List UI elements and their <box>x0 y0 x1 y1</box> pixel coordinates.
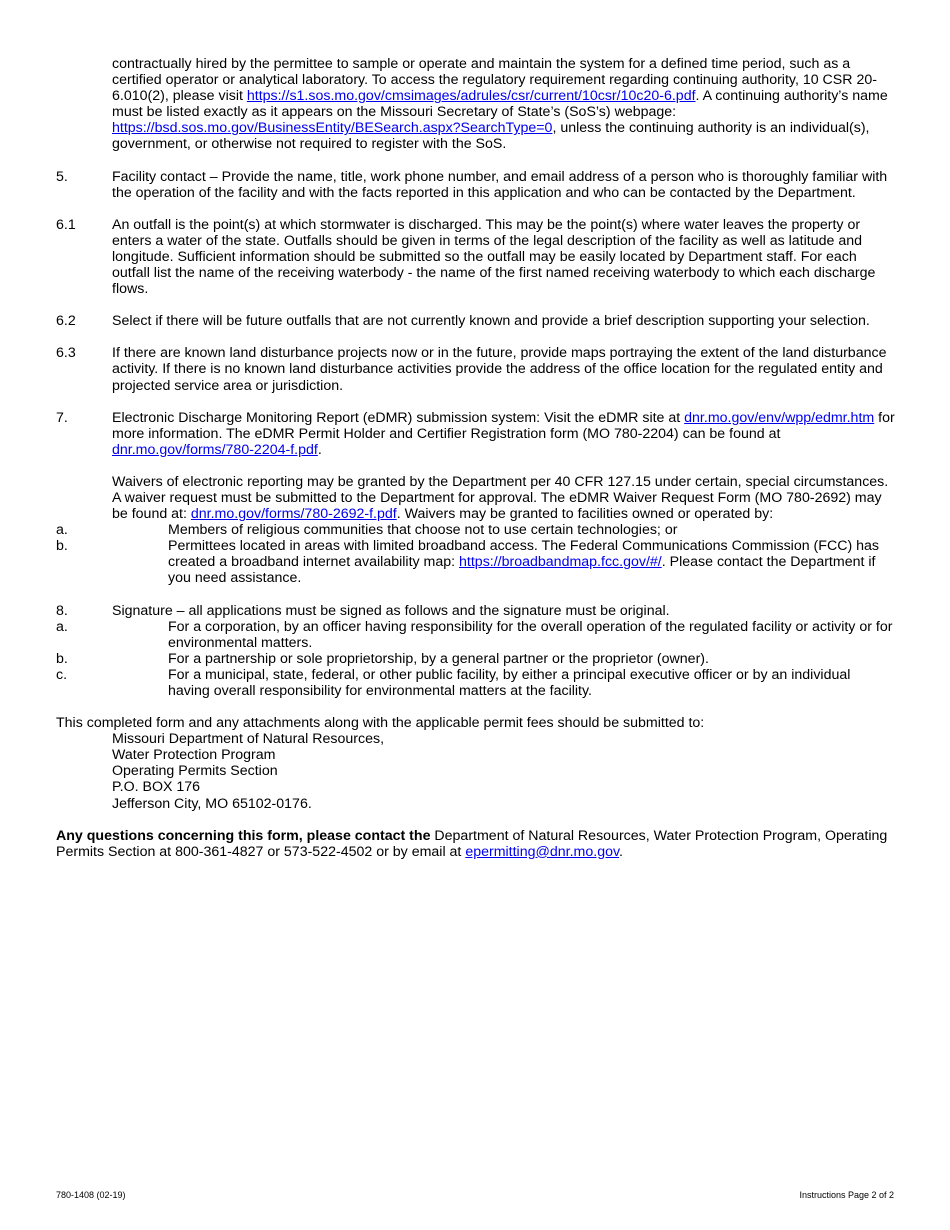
signature-item-b-text: For a partnership or sole proprietorship, by a general partner or the proprietor (owner). <box>168 650 709 667</box>
item-6-2 <box>56 313 896 329</box>
edmr-registration-form-link[interactable]: dnr.mo.gov/forms/780-2204-f.pdf <box>112 441 318 458</box>
signature-item-a <box>56 619 896 651</box>
email-link[interactable]: epermitting@dnr.mo.gov <box>465 843 620 860</box>
item-6-2-number: 6.2 <box>56 313 76 330</box>
item-5 <box>56 169 896 201</box>
waiver-item-a-letter: a. <box>56 522 68 539</box>
waiver-item-a <box>56 522 896 538</box>
address-line-2: Water Protection Program <box>112 747 276 764</box>
item-7-text-2: for more information. The eDMR Permit Holder and Certifier Registration form (MO 780-2204) can be found at <box>112 409 895 442</box>
contact-text-2: . <box>619 843 623 860</box>
item-8-text: Signature – all applications must be signed as follows and the signature must be original. <box>112 602 670 619</box>
contact-text-1: Department of Natural Resources, Water Protection Program, Operating Permits Section at 800-361-4827 or 573-522-4502 or by email at <box>56 827 888 860</box>
item-7-paragraph <box>112 410 896 458</box>
address-line-1: Missouri Department of Natural Resources, <box>112 731 385 748</box>
signature-item-a-text: For a corporation, by an officer having responsibility for the overall operation of the regulated facility or activity or for environmental matters. <box>168 618 893 651</box>
item-7-text-1: Electronic Discharge Monitoring Report (eDMR) submission system: Visit the eDMR site at <box>112 409 685 426</box>
waiver-paragraph <box>112 474 896 522</box>
waiver-text-1: Waivers of electronic reporting may be granted by the Department per 40 CFR 127.15 under certain, special circumstances. A waiver request must be submitted to the Department for approval. The eDMR Waiver Request Form (MO 780-2692) may be found at: <box>112 473 889 523</box>
mailing-address <box>56 731 896 811</box>
item-6-1-number: 6.1 <box>56 216 76 233</box>
signature-item-c <box>56 667 896 699</box>
instructions-page <box>56 56 896 860</box>
waiver-item-a-text: Members of religious communities that choose not to use certain technologies; or <box>168 522 678 539</box>
item-6-1 <box>56 217 896 297</box>
item-7-text-3: . <box>317 441 322 458</box>
broadband-map-link[interactable]: https://broadbandmap.fcc.gov/#/ <box>459 554 662 571</box>
signature-item-b <box>56 651 896 667</box>
item-6-3-text: If there are known land disturbance projects now or in the future, provide maps portraying the extent of the land disturbance activity. If there is no known land disturbance activities provide the address of the office location for the regulated entity and projected service area or jurisdiction. <box>112 345 887 394</box>
signature-item-a-letter: a. <box>56 618 68 635</box>
item-6-3-number: 6.3 <box>56 345 76 362</box>
item-5-number: 5. <box>56 168 68 185</box>
csr-link[interactable]: https://s1.sos.mo.gov/cmsimages/adrules/csr/current/10csr/10c20-6.pdf <box>246 88 696 105</box>
continuing-authority-paragraph <box>56 56 896 153</box>
continuing-text-3: , unless the continuing authority is an individual(s), government, or otherwise not required to register with the SoS. <box>112 120 870 153</box>
item-7 <box>56 410 896 523</box>
sos-search-link[interactable]: https://bsd.sos.mo.gov/BusinessEntity/BESearch.aspx?SearchType=0 <box>112 120 553 137</box>
waiver-item-b-letter: b. <box>56 538 68 555</box>
contact-paragraph <box>56 828 896 860</box>
signature-item-c-letter: c. <box>56 666 68 683</box>
waiver-item-b-text-2: . Please contact the Department if you need assistance. <box>168 554 876 587</box>
page-number: Instructions Page 2 of 2 <box>799 1190 894 1200</box>
item-6-3 <box>56 345 896 393</box>
item-5-text: Facility contact – Provide the name, title, work phone number, and email address of a person who is thoroughly familiar with the operation of the facility and with the facts reported in this application and who can be contacted by the Department. <box>112 168 888 201</box>
waiver-item-b <box>56 538 896 586</box>
continuing-text-1: contractually hired by the permittee to sample or operate and maintain the system for a defined time period, such as a certified operator or analytical laboratory. To access the regulatory requirement regarding continuing authority, 10 CSR 20-6.010(2), please visit <box>112 56 877 105</box>
waiver-form-link[interactable]: dnr.mo.gov/forms/780-2692-f.pdf <box>190 506 397 523</box>
waiver-item-b-text-1: Permittees located in areas with limited broadband access. The Federal Communications Commission (FCC) has created a broadband internet availability map: <box>168 538 879 571</box>
address-line-5: Jefferson City, MO 65102-0176. <box>112 795 312 812</box>
submission-intro: This completed form and any attachments along with the applicable permit fees should be submitted to: <box>56 715 705 732</box>
form-number: 780-1408 (02-19) <box>56 1190 126 1200</box>
address-line-4: P.O. BOX 176 <box>112 779 201 796</box>
item-7-number: 7. <box>56 409 68 426</box>
contact-bold-lead: Any questions concerning this form, please contact the <box>56 827 431 844</box>
continuing-text-2: . A continuing authority’s name must be listed exactly as it appears on the Missouri Secretary of State’s (SoS’s) webpage: <box>112 88 888 121</box>
item-6-1-text: An outfall is the point(s) at which stormwater is discharged. This may be the point(s) where water leaves the property or enters a water of the state. Outfalls should be given in terms of the legal description of the facility as well as latitude and longitude. Sufficient information should be submitted so the outfall may be easily located by Department staff. For each outfall list the name of the receiving waterbody - the name of the first named receiving waterbody to which each discharge flows. <box>112 216 876 298</box>
edmr-site-link[interactable]: dnr.mo.gov/env/wpp/edmr.htm <box>684 409 875 426</box>
item-8 <box>56 603 896 619</box>
item-6-2-text: Select if there will be future outfalls that are not currently known and provide a brief description supporting your selection. <box>112 313 870 330</box>
signature-item-c-text: For a municipal, state, federal, or other public facility, by either a principal executive officer or by an individual having overall responsibility for environmental matters at the facility. <box>168 666 851 699</box>
signature-item-b-letter: b. <box>56 650 68 667</box>
item-8-number: 8. <box>56 602 68 619</box>
waiver-text-2: . Waivers may be granted to facilities owned or operated by: <box>396 506 774 523</box>
address-line-3: Operating Permits Section <box>112 763 278 780</box>
